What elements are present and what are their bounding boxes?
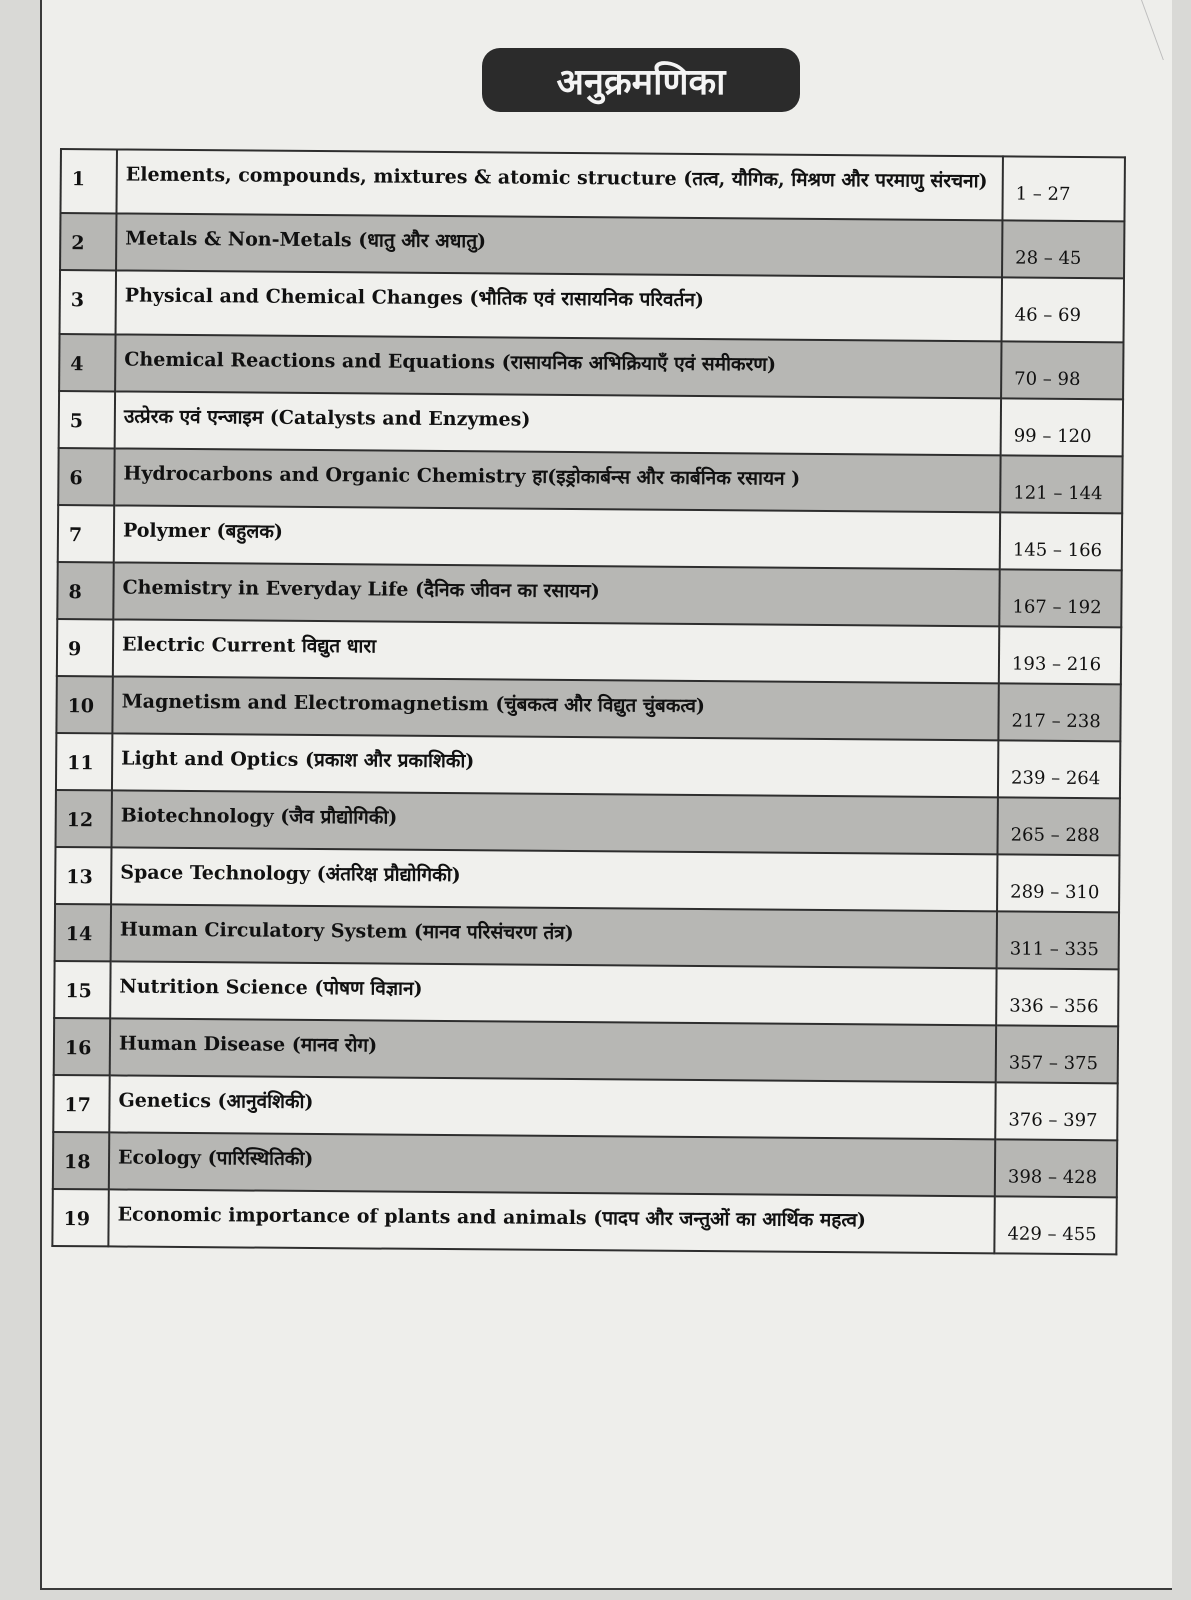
- book-page: [40, 0, 1172, 1590]
- page-range: 239 – 264: [998, 740, 1120, 798]
- page-title: अनुक्रमणिका: [482, 48, 800, 112]
- chapter-number: 18: [53, 1132, 109, 1189]
- chapter-number: 19: [52, 1189, 108, 1246]
- table-row: [59, 391, 1123, 456]
- chapter-title: उत्प्रेरक एवं एन्जाइम (Catalysts and Enzymes): [115, 391, 1001, 455]
- chapter-title: Elements, compounds, mixtures & atomic structure (तत्व, यौगिक, मिश्रण और परमाणु संरचना): [116, 149, 1002, 220]
- page-range: 357 – 375: [996, 1025, 1118, 1083]
- chapter-title: Light and Optics (प्रकाश और प्रकाशिकी): [112, 733, 998, 797]
- page-range: 1 – 27: [1002, 156, 1124, 221]
- table-row: [60, 149, 1124, 221]
- page-range: 70 – 98: [1001, 341, 1123, 399]
- table-row: [57, 619, 1121, 684]
- page-range: 217 – 238: [998, 683, 1120, 741]
- chapter-number: 4: [59, 334, 115, 391]
- page-range: 145 – 166: [1000, 512, 1122, 570]
- chapter-title: Metals & Non-Metals (धातु और अधातु): [116, 213, 1002, 277]
- chapter-title: Ecology (पारिस्थितिकी): [109, 1132, 995, 1196]
- page-range: 28 – 45: [1002, 220, 1124, 278]
- page-range: 376 – 397: [995, 1082, 1117, 1140]
- page-range: 193 – 216: [999, 626, 1121, 684]
- chapter-title: Genetics (आनुवंशिकी): [109, 1075, 995, 1139]
- table-row: [54, 961, 1118, 1026]
- page-range: 46 – 69: [1002, 277, 1124, 342]
- chapter-title: Electric Current विद्युत धारा: [113, 619, 999, 683]
- contents-table-body: [52, 149, 1125, 1254]
- page-range: 311 – 335: [997, 911, 1119, 969]
- chapter-title: Economic importance of plants and animals (पादप और जन्तुओं का आर्थिक महत्व): [108, 1189, 994, 1253]
- page-range: 99 – 120: [1001, 398, 1123, 456]
- table-row: [60, 270, 1124, 342]
- page-range: 336 – 356: [996, 968, 1118, 1026]
- table-row: [58, 505, 1122, 570]
- chapter-title: Human Circulatory System (मानव परिसंचरण तंत्र): [111, 904, 997, 968]
- table-row: [60, 213, 1124, 278]
- page-range: 398 – 428: [995, 1139, 1117, 1197]
- table-row: [54, 1018, 1118, 1083]
- chapter-number: 5: [59, 391, 115, 448]
- table-row: [57, 562, 1121, 627]
- page-range: 121 – 144: [1000, 455, 1122, 513]
- page-range: 167 – 192: [999, 569, 1121, 627]
- chapter-number: 12: [56, 790, 112, 847]
- chapter-number: 14: [55, 904, 111, 961]
- chapter-title: Physical and Chemical Changes (भौतिक एवं रासायनिक परिवर्तन): [116, 270, 1002, 341]
- table-row: [53, 1132, 1117, 1197]
- chapter-number: 13: [55, 847, 111, 904]
- page-range: 429 – 455: [994, 1196, 1116, 1254]
- chapter-title: Biotechnology (जैव प्रौद्योगिकी): [112, 790, 998, 854]
- chapter-number: 2: [60, 213, 116, 270]
- chapter-title: Chemistry in Everyday Life (दैनिक जीवन का रसायन): [113, 562, 999, 626]
- chapter-title: Hydrocarbons and Organic Chemistry हा(इड्रोकार्बन्स और कार्बनिक रसायन ): [114, 448, 1000, 512]
- chapter-title: Human Disease (मानव रोग): [110, 1018, 996, 1082]
- table-row: [59, 334, 1123, 399]
- chapter-number: 9: [57, 619, 113, 676]
- chapter-number: 11: [56, 733, 112, 790]
- chapter-number: 6: [58, 448, 114, 505]
- table-row: [53, 1075, 1117, 1140]
- chapter-number: 3: [60, 270, 117, 334]
- chapter-number: 8: [57, 562, 113, 619]
- table-row: [56, 733, 1120, 798]
- chapter-title: Magnetism and Electromagnetism (चुंबकत्व और विद्युत चुंबकत्व): [112, 676, 998, 740]
- table-row: [56, 790, 1120, 855]
- contents-table: [51, 148, 1126, 1255]
- chapter-number: 10: [56, 676, 112, 733]
- page-range: 265 – 288: [997, 797, 1119, 855]
- chapter-number: 7: [58, 505, 114, 562]
- chapter-title: Nutrition Science (पोषण विज्ञान): [110, 961, 996, 1025]
- page-range: 289 – 310: [997, 854, 1119, 912]
- page-fold: [1141, 0, 1191, 60]
- chapter-number: 16: [54, 1018, 110, 1075]
- chapter-number: 1: [60, 149, 117, 213]
- chapter-number: 15: [54, 961, 110, 1018]
- table-row: [52, 1189, 1116, 1254]
- table-row: [55, 847, 1119, 912]
- table-row: [58, 448, 1122, 513]
- chapter-number: 17: [53, 1075, 109, 1132]
- chapter-title: Polymer (बहुलक): [114, 505, 1000, 569]
- table-row: [55, 904, 1119, 969]
- table-row: [56, 676, 1120, 741]
- chapter-title: Space Technology (अंतरिक्ष प्रौद्योगिकी): [111, 847, 997, 911]
- chapter-title: Chemical Reactions and Equations (रासायनिक अभिक्रियाएँ एवं समीकरण): [115, 334, 1001, 398]
